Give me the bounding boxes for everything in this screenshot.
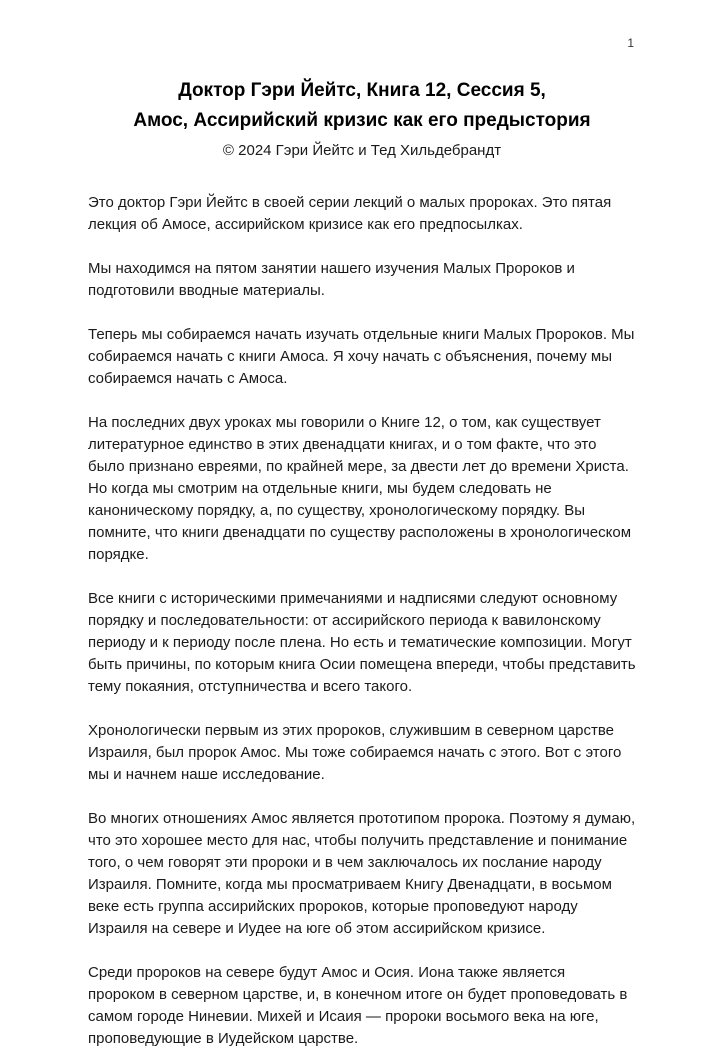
copyright-line: © 2024 Гэри Йейтс и Тед Хильдебрандт bbox=[222, 142, 502, 159]
paragraph: Хронологически первым из этих пророков, служившим в северном царстве Израиля, был пророк Амос. Мы тоже собираемся начать с этого. Вот с этого мы и начнем наше исследование. bbox=[88, 722, 622, 783]
page-number: 1 bbox=[627, 36, 634, 50]
paragraph: Во многих отношениях Амос является прототипом пророка. Поэтому я думаю, что это хорошее место для нас, чтобы получить представление и понимание того, о чем говорят эти пророки и в чем заключалось их послание народу Израиля. Помните, когда мы просматриваем Книгу Двенадцати, в восьмом веке есть группа ассирийских пророков, которые проповедуют народу Израиля на севере и Иудее на юге об этом ассирийском кризисе. bbox=[88, 810, 636, 937]
document-title bbox=[88, 76, 636, 136]
document-body bbox=[88, 192, 636, 1050]
title-line-1: Доктор Гэри Йейтс, Книга 12, Сессия 5, bbox=[178, 80, 546, 101]
paragraph: Это доктор Гэри Йейтс в своей серии лекций о малых пророках. Это пятая лекция об Амосе, ассирийском кризисе как его предпосылках. bbox=[88, 194, 612, 233]
paragraph: Мы находимся на пятом занятии нашего изучения Малых Пророков и подготовили вводные материалы. bbox=[88, 260, 575, 299]
paragraph: Среди пророков на севере будут Амос и Осия. Иона также является пророком в северном царстве, и, в конечном итоге он будет проповедовать в самом городе Ниневии. Михей и Исаия — пророки восьмого века на юге, проповедующие в Иудейском царстве. bbox=[88, 964, 628, 1047]
paragraph: Теперь мы собираемся начать изучать отдельные книги Малых Пророков. Мы собираемся начать с книги Амоса. Я хочу начать с объяснения, почему мы собираемся начать с Амоса. bbox=[88, 326, 635, 387]
title-line-2: Амос, Ассирийский кризис как его предыстория bbox=[133, 110, 591, 131]
paragraph: На последних двух уроках мы говорили о Книге 12, о том, как существует литературное единство в этих двенадцати книгах, и о том факте, что это было признано евреями, по крайней мере, за двести лет до времени Христа. Но когда мы смотрим на отдельные книги, мы будем следовать не каноническому порядку, а, по существу, хронологическому порядку. Вы помните, что книги двенадцати по существу расположены в хронологическом порядке. bbox=[88, 414, 632, 563]
paragraph: Все книги с историческими примечаниями и надписями следуют основному порядку и последовательности: от ассирийского периода к вавилонскому периоду и к периоду после плена. Но есть и тематические композиции. Могут быть причины, по которым книга Осии помещена впереди, чтобы представить тему покаяния, отступничества и всего такого. bbox=[88, 590, 636, 695]
